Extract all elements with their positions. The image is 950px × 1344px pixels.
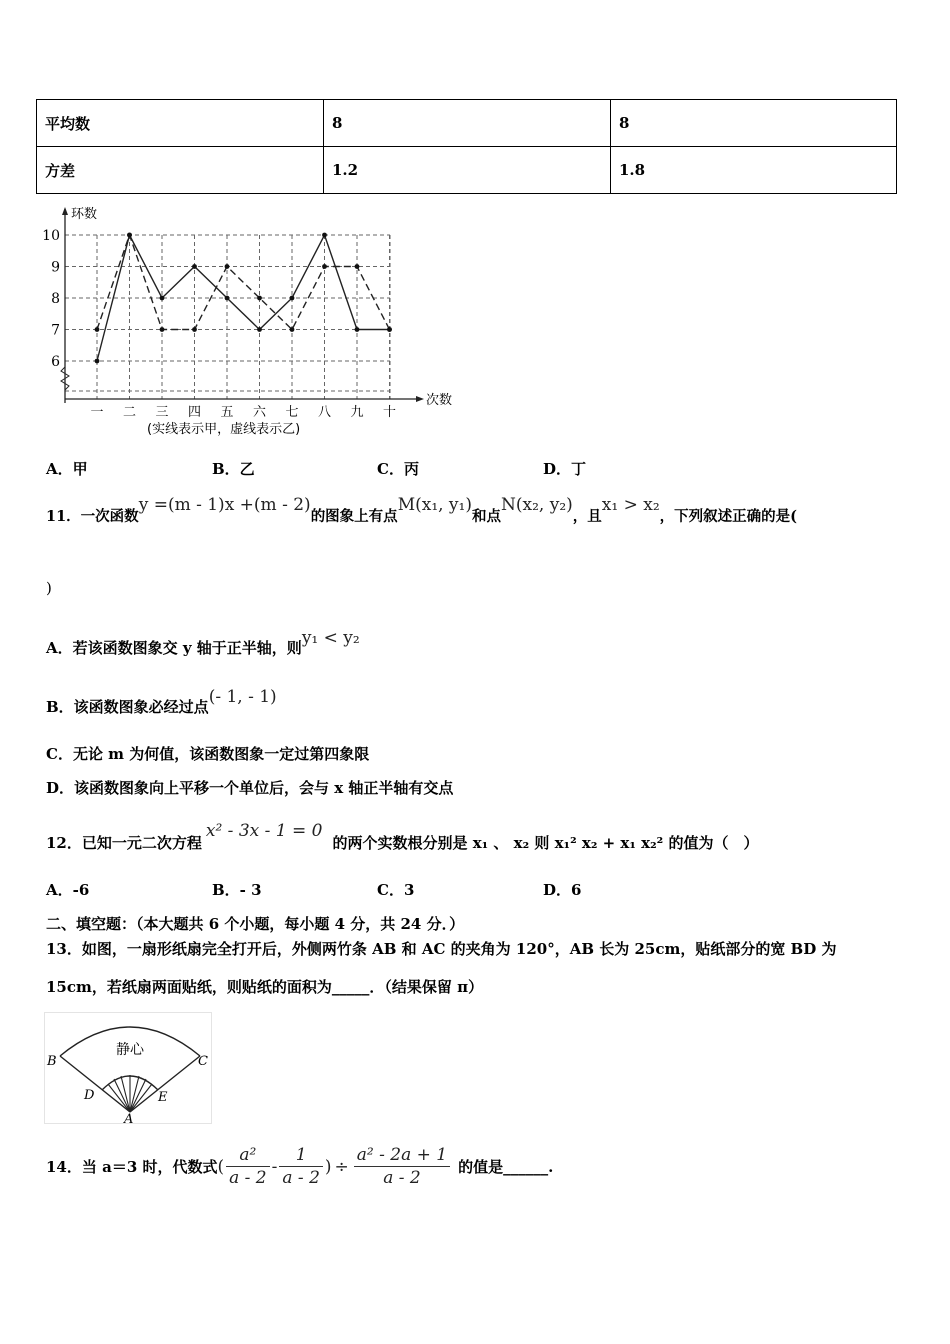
data-point (322, 264, 327, 269)
x-tick-label: 一 (90, 405, 104, 420)
x-tick-label: 十 (382, 405, 397, 420)
label-d: D (84, 1088, 95, 1103)
cell-value-b: 1.8 (611, 147, 897, 194)
data-point (387, 327, 392, 332)
q14-divide: ÷ (334, 1156, 349, 1177)
y-tick-label: 9 (51, 259, 60, 276)
fan-text: 静心 (116, 1042, 144, 1058)
x-axis-arrow (416, 396, 424, 402)
q11-tail: ，下列叙述正确的是( (659, 508, 798, 525)
q11-option-c: C．无论 m 为何值，该函数图象一定过第四象限 (46, 745, 370, 763)
q14-fraction-1: $\frac{\text{a²}}{a - 2}$ (226, 1144, 270, 1189)
q11-func: y =(m - 1)x +(m - 2) (138, 495, 311, 515)
q12-tail: 的两个实数根分别是 x₁ 、 x₂ 则 x₁² x₂ + x₁ x₂² 的值为（ ） (332, 834, 759, 852)
q11-mid3: ，且 (572, 508, 602, 525)
q11-close-paren: ) (46, 579, 52, 597)
q11-option-a (46, 627, 360, 657)
line-chart (40, 203, 460, 443)
q10-option-d: D．丁 (543, 460, 587, 478)
data-point (95, 327, 100, 332)
q11-option-b (46, 686, 277, 716)
rib-ab (60, 1056, 130, 1112)
cell-value-a: 1.2 (324, 147, 611, 194)
q11-option-a-math: y₁ < y₂ (301, 628, 360, 648)
q12-option-d: D．6 (543, 881, 582, 899)
x-tick-label: 四 (187, 405, 202, 420)
y-axis-arrow (62, 207, 68, 215)
q14-tail: 的值是______. (458, 1158, 554, 1176)
x-tick-label: 八 (317, 405, 332, 420)
chart-caption: (实线表示甲，虚线表示乙) (147, 422, 301, 437)
x-tick-label: 九 (350, 405, 364, 420)
q11-option-d: D．该函数图象向上平移一个单位后，会与 x 轴正半轴有交点 (46, 779, 454, 797)
data-point (95, 359, 100, 364)
y-tick-label: 6 (51, 354, 60, 370)
data-point (355, 327, 360, 332)
data-point (127, 233, 132, 238)
series-line-乙 (97, 235, 390, 330)
q11-stem (46, 494, 798, 525)
data-point (225, 296, 230, 301)
q14-fraction-3: $\frac{\text{a² - 2a + 1}}{a - 2}$ (354, 1144, 450, 1189)
cell-value-b: 8 (611, 100, 897, 147)
data-point (290, 296, 295, 301)
q13-line1: 13．如图，一扇形纸扇完全打开后，外侧两竹条 AB 和 AC 的夹角为 120°，AB 长为 25cm，贴纸部分的宽 BD 为 (46, 940, 837, 958)
row-label: 方差 (37, 147, 324, 194)
label-e: E (158, 1090, 168, 1105)
data-point (290, 327, 295, 332)
q12-equation: x² - 3x - 1 = 0 (205, 821, 323, 841)
y-tick-label: 10 (42, 228, 60, 244)
q12-option-b: B．- 3 (212, 881, 262, 899)
label-b: B (47, 1054, 57, 1069)
data-point (257, 327, 262, 332)
cell-value-a: 8 (324, 100, 611, 147)
q12-stem (46, 820, 759, 852)
section-heading: 二、填空题：（本大题共 6 个小题，每小题 4 分，共 24 分．） (46, 915, 465, 933)
data-point (355, 264, 360, 269)
label-c: C (198, 1054, 208, 1069)
stats-table (36, 99, 897, 194)
data-point (160, 327, 165, 332)
q10-option-a: A．甲 (46, 460, 88, 478)
fan-ribs (108, 1075, 152, 1112)
q10-option-c: C．丙 (377, 460, 419, 478)
x-tick-label: 三 (155, 405, 169, 420)
q11-condition: x₁ > x₂ (601, 495, 660, 515)
q11-prefix: 11．一次函数 (46, 508, 139, 525)
x-axis-label: 次数 (426, 393, 453, 408)
data-point (225, 264, 230, 269)
q11-option-b-math: (- 1, - 1) (208, 687, 277, 707)
row-label: 平均数 (37, 100, 324, 147)
data-point (257, 296, 262, 301)
q11-point-m: M(x₁, y₁) (397, 495, 472, 515)
q14-prefix: 14．当 a＝3 时，代数式 (46, 1158, 218, 1176)
q11-option-a-text: A．若该函数图象交 y 轴于正半轴，则 (46, 639, 302, 657)
q11-mid2: 和点 (472, 508, 501, 525)
q12-option-c: C．3 (377, 881, 415, 899)
table-row (37, 100, 897, 147)
data-point (192, 327, 197, 332)
q14-stem: 14．当 a＝3 时，代数式 ( $\frac{\text{a²}}{a - 2}$ - $\frac{1}{a - 2}$ ) ÷ $\frac{\text{a² - 2a + 1}}{a - 2}$ 的值是______. (46, 1145, 554, 1188)
y-tick-label: 7 (51, 322, 60, 339)
q14-minus: - (271, 1156, 278, 1177)
x-tick-label: 五 (220, 405, 234, 420)
q12-option-a: A．-6 (46, 881, 90, 899)
data-point (192, 264, 197, 269)
fan-figure (44, 1012, 212, 1124)
q14-fraction-2: $\frac{1}{a - 2}$ (279, 1144, 323, 1189)
y-axis-label: 环数 (71, 207, 98, 222)
q10-option-b: B．乙 (212, 460, 255, 478)
x-tick-label: 二 (122, 405, 137, 420)
x-tick-label: 六 (252, 405, 267, 420)
q11-point-n: N(x₂, y₂) (501, 495, 573, 515)
q12-prefix: 12．已知一元二次方程 (46, 834, 202, 852)
data-point (322, 233, 327, 238)
data-point (160, 296, 165, 301)
table-row (37, 147, 897, 194)
q11-mid1: 的图象上有点 (310, 508, 398, 525)
q11-option-b-text: B．该函数图象必经过点 (46, 698, 209, 716)
x-tick-label: 七 (285, 405, 299, 420)
label-a: A (124, 1112, 134, 1124)
y-tick-label: 8 (51, 291, 60, 307)
q13-line2: 15cm，若纸扇两面贴纸，则贴纸的面积为_____．（结果保留 π） (46, 978, 484, 996)
